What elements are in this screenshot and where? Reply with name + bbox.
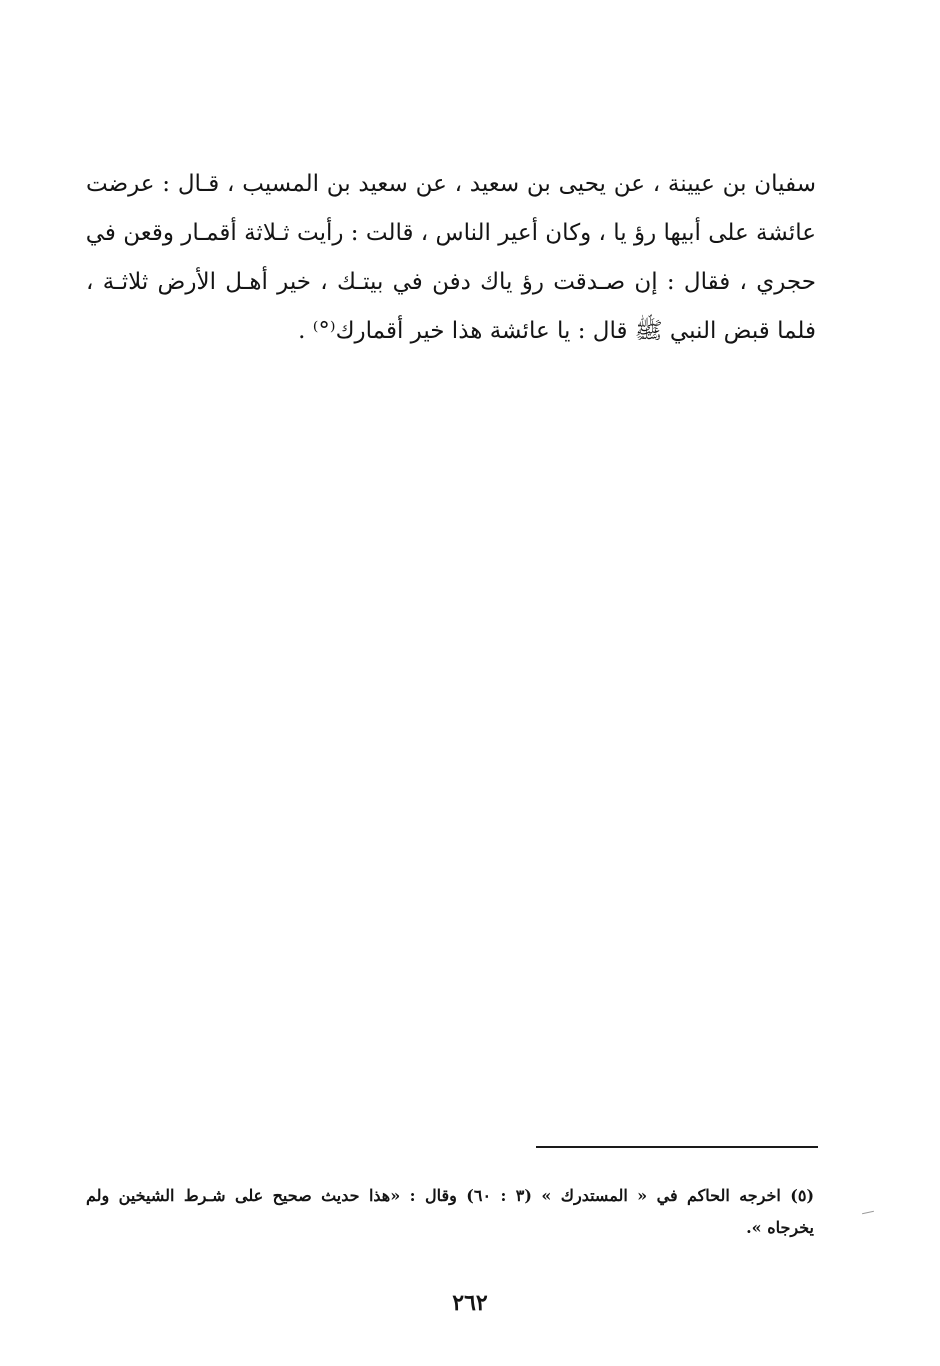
footnote-line-1: (٥) اخرجه الحاكم في « المستدرك » (٣ : ٦٠) وقال : «هذا حديث صحيح على شـرط الشيخين ولم — [86, 1186, 815, 1205]
scan-speck — [862, 1211, 874, 1214]
text-line-3: حجري ، فقال : إن صـدقت رؤ ياك دفن في بيتـك ، خير أهـل الأرض ثلاثـة ، — [86, 269, 816, 295]
text-line-1: سفيان بن عيينة ، عن يحيى بن سعيد ، عن سعيد بن المسيب ، قـال : عرضت — [86, 171, 816, 197]
text-line-4: فلما قبض النبي ﷺ قال : يا عائشة هذا خير أقمارك⁽°⁾ . — [298, 318, 816, 344]
page-number: ٢٦٢ — [452, 1290, 488, 1316]
footnote-separator — [536, 1146, 818, 1148]
footnote-block — [86, 1180, 814, 1244]
text-line-2: عائشة على أبيها رؤ يا ، وكان أعير الناس ، قالت : رأيت ثـلاثة أقمـار وقعن في — [85, 220, 816, 246]
footnote-line-2: يخرجاه ». — [746, 1218, 814, 1237]
main-text-block — [86, 160, 816, 356]
